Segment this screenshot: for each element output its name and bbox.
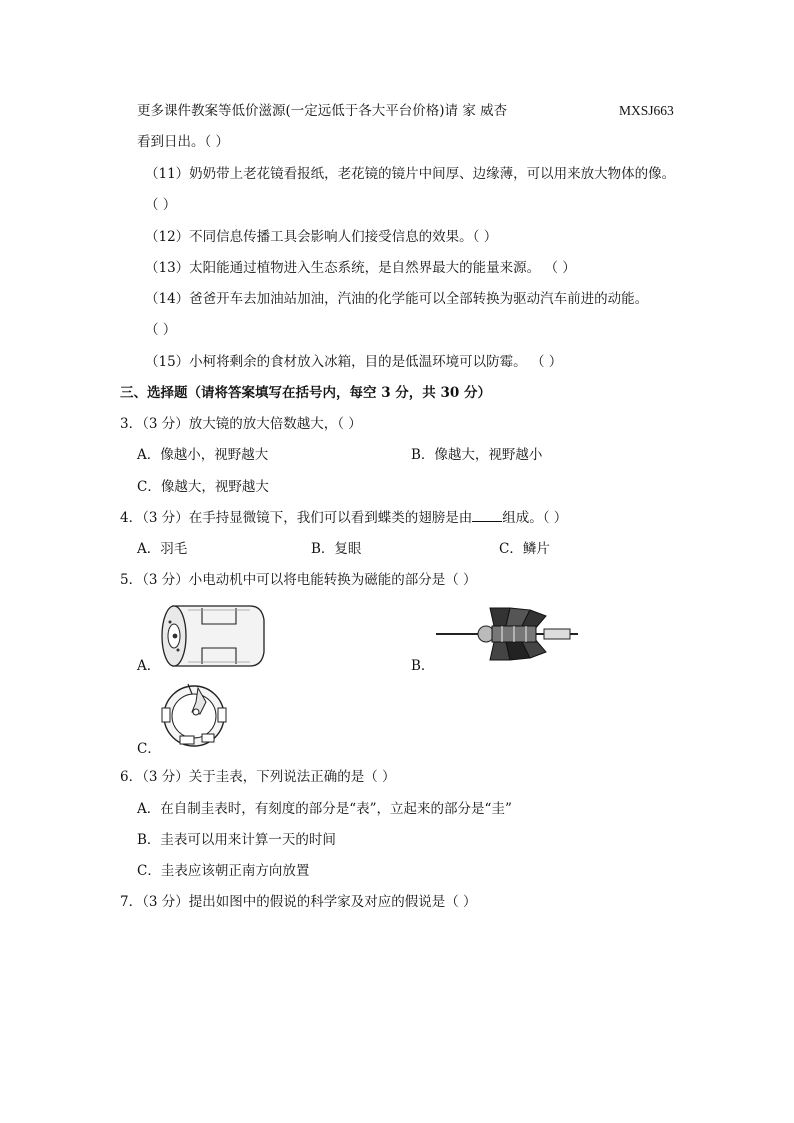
q5-option-b: B． — [411, 658, 435, 674]
q5-option-a: A． — [137, 658, 161, 674]
q4-option-c: C．鳞片 — [499, 541, 550, 557]
q4-option-a: A．羽毛 — [137, 541, 188, 557]
q4-stem-post: 组成。（ ） — [502, 510, 568, 526]
q3-option-c: C．像越大，视野越大 — [137, 479, 269, 495]
q4-blank — [472, 509, 502, 522]
q6-option-c: C．圭表应该朝正南方向放置 — [137, 863, 310, 879]
q4-stem — [120, 509, 567, 527]
motor-end-cap-image — [158, 680, 230, 752]
q5-option-c: C． — [137, 741, 161, 757]
item-13-text: （13）太阳能通过植物进入生态系统，是自然界最大的能量来源。 （ ） — [145, 260, 576, 276]
header-left-text: 更多课件教案等低价滋源(一定远低于各大平台价格)请 家 威杏 — [137, 103, 508, 119]
item-14-text: （14）爸爸开车去加油站加油，汽油的化学能可以全部转换为驱动汽车前进的动能。 — [145, 291, 649, 307]
item-12-text: （12）不同信息传播工具会影响人们接受信息的效果。（ ） — [145, 229, 498, 245]
q3-option-b: B．像越大，视野越小 — [411, 447, 543, 463]
q3-option-a: A．像越小，视野越大 — [137, 447, 269, 463]
item-11-text: （11）奶奶带上老花镜看报纸，老花镜的镜片中间厚、边缘薄，可以用来放大物体的像。 — [145, 166, 676, 182]
item-14-paren: （ ） — [145, 322, 177, 338]
q6-stem: 6．（3 分）关于圭表，下列说法正确的是（ ） — [120, 769, 396, 785]
q6-option-b: B．圭表可以用来计算一天的时间 — [137, 832, 336, 848]
header-right-code: MXSJ663 — [619, 103, 674, 118]
question-continuation: 看到日出。（ ） — [137, 134, 230, 150]
motor-housing-image — [158, 600, 270, 670]
section-title: 三、选择题（请将答案填写在括号内，每空 3 分，共 30 分） — [120, 385, 491, 401]
q5-stem: 5．（3 分）小电动机中可以将电能转换为磁能的部分是（ ） — [120, 572, 477, 588]
item-15-text: （15）小柯将剩余的食材放入冰箱，目的是低温环境可以防霉。 （ ） — [145, 354, 563, 370]
q4-option-b: B．复眼 — [311, 541, 362, 557]
item-11-paren: （ ） — [145, 197, 177, 213]
q6-option-a: A．在自制圭表时，有刻度的部分是“表”，立起来的部分是“圭” — [137, 801, 512, 817]
q3-stem: 3．（3 分）放大镜的放大倍数越大，（ ） — [120, 416, 362, 432]
q7-stem: 7．（3 分）提出如图中的假说的科学家及对应的假说是（ ） — [120, 894, 477, 910]
motor-rotor-image — [434, 604, 580, 664]
q4-stem-pre: 4．（3 分）在手持显微镜下，我们可以看到蝶类的翅膀是由 — [120, 510, 473, 526]
